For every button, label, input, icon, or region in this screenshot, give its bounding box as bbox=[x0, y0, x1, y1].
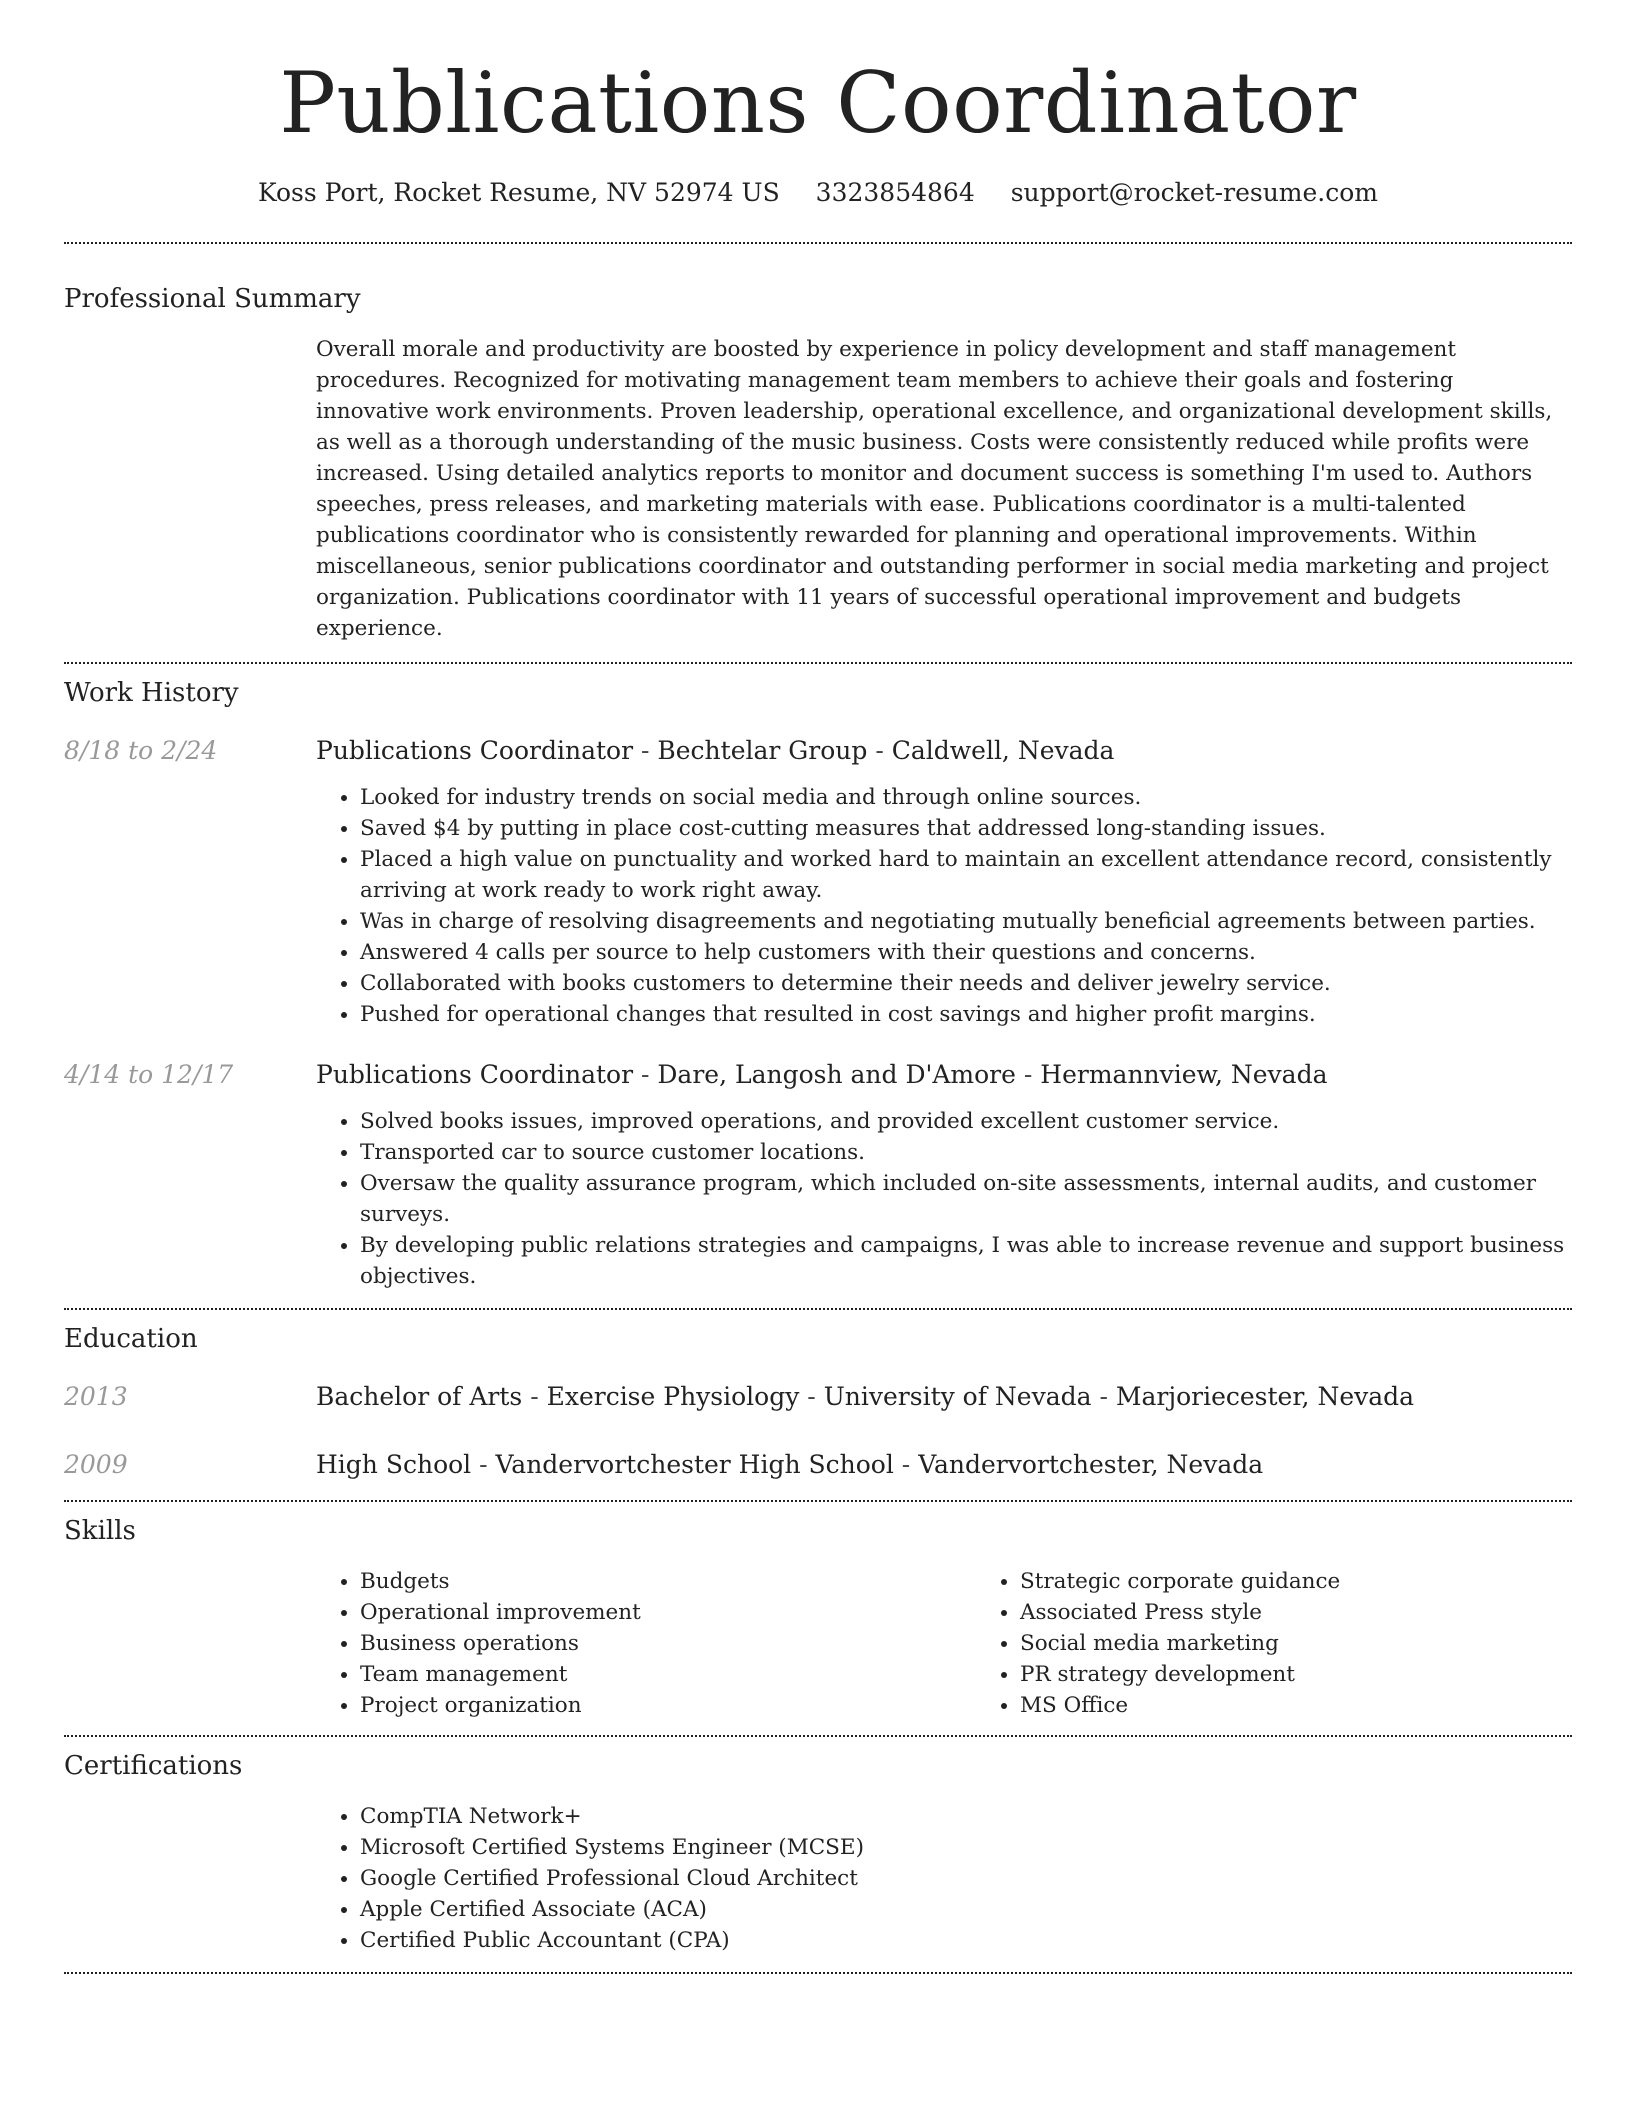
certification-item: • Google Certified Professional Cloud Architect bbox=[360, 1863, 1572, 1894]
list-item: • Saved $4 by putting in place cost-cutting measures that addressed long-standing issues. bbox=[360, 813, 1572, 844]
job-heading bbox=[316, 734, 1572, 768]
separator: - bbox=[893, 1450, 919, 1479]
job-heading bbox=[316, 1058, 1572, 1092]
skills-column-right bbox=[976, 1566, 1632, 1721]
contact-phone: 3323854864 bbox=[815, 178, 975, 207]
separator: - bbox=[1091, 1382, 1116, 1411]
skills-section bbox=[64, 1514, 1572, 1721]
skill-item: • Business operations bbox=[360, 1628, 976, 1659]
job-location: Caldwell, Nevada bbox=[891, 736, 1115, 765]
certifications-divider bbox=[64, 1972, 1572, 1974]
separator: - bbox=[1015, 1060, 1041, 1089]
summary-divider bbox=[64, 662, 1572, 664]
work-history-section bbox=[64, 676, 1572, 1292]
job-dates: 4/14 to 12/17 bbox=[64, 1060, 234, 1089]
skill-item: • Operational improvement bbox=[360, 1597, 976, 1628]
list-item: • Solved books issues, improved operations, and provided excellent customer service. bbox=[360, 1106, 1572, 1137]
certifications-list bbox=[316, 1801, 1572, 1956]
education-heading: Education bbox=[64, 1324, 198, 1354]
education-year: 2009 bbox=[64, 1450, 128, 1479]
separator: - bbox=[867, 736, 892, 765]
certifications-section bbox=[64, 1749, 1572, 1956]
skill-item: • Associated Press style bbox=[1020, 1597, 1632, 1628]
job-location: Hermannview, Nevada bbox=[1040, 1060, 1328, 1089]
job-company: Bechtelar Group bbox=[657, 736, 868, 765]
list-item: • Transported car to source customer locations. bbox=[360, 1137, 1572, 1168]
list-item: • Collaborated with books customers to determine their needs and deliver jewelry service. bbox=[360, 968, 1572, 999]
summary-section bbox=[64, 282, 1572, 644]
skill-item: • Strategic corporate guidance bbox=[1020, 1566, 1632, 1597]
skill-item: • Budgets bbox=[360, 1566, 976, 1597]
education-school: Vandervortchester High School bbox=[495, 1450, 894, 1479]
job-entry bbox=[64, 1058, 1572, 1292]
job-bullets bbox=[316, 1106, 1572, 1292]
job-bullets bbox=[316, 782, 1572, 1030]
skill-item: • MS Office bbox=[1020, 1690, 1632, 1721]
skills-list bbox=[316, 1566, 1632, 1721]
separator: - bbox=[799, 1382, 824, 1411]
education-degree: High School bbox=[316, 1450, 472, 1479]
list-item: • Oversaw the quality assurance program, which included on-site assessments, internal audits, and customer surveys. bbox=[360, 1168, 1572, 1230]
job-entry bbox=[64, 734, 1572, 1030]
resume-page bbox=[64, 0, 1572, 1974]
certification-item: • CompTIA Network+ bbox=[360, 1801, 1572, 1832]
list-item: • Pushed for operational changes that resulted in cost savings and higher profit margins. bbox=[360, 999, 1572, 1030]
work-history-heading: Work History bbox=[64, 678, 239, 708]
education-entry bbox=[64, 1448, 1572, 1482]
skills-column-left bbox=[316, 1566, 976, 1721]
contact-info bbox=[64, 176, 1572, 210]
contact-email: support@rocket-resume.com bbox=[1010, 178, 1378, 207]
education-location: Marjoriecester, Nevada bbox=[1115, 1382, 1415, 1411]
certification-item: • Microsoft Certified Systems Engineer (MCSE) bbox=[360, 1832, 1572, 1863]
summary-heading: Professional Summary bbox=[64, 284, 361, 314]
skill-item: • Social media marketing bbox=[1020, 1628, 1632, 1659]
job-company: Dare, Langosh and D'Amore bbox=[657, 1060, 1016, 1089]
education-entry bbox=[64, 1380, 1572, 1414]
header-divider bbox=[64, 242, 1572, 244]
contact-address: Koss Port, Rocket Resume, NV 52974 US bbox=[258, 178, 780, 207]
education-field: Exercise Physiology bbox=[546, 1382, 800, 1411]
separator: - bbox=[522, 1382, 547, 1411]
list-item: • Answered 4 calls per source to help customers with their questions and concerns. bbox=[360, 937, 1572, 968]
certifications-heading: Certifications bbox=[64, 1751, 243, 1781]
separator: - bbox=[633, 1060, 658, 1089]
education-degree: Bachelor of Arts bbox=[316, 1382, 523, 1411]
skills-divider bbox=[64, 1735, 1572, 1737]
summary-text: Overall morale and productivity are boosted by experience in policy development and staff management procedures. Recognized for motivating management team members to achieve their goals and fostering innovative work environments. Proven leadership, operational excellence, and organizational development skills, as well as a thorough understanding of the music business. Costs were consistently reduced while profits were increased. Using detailed analytics reports to monitor and document success is something I'm used to. Authors speeches, press releases, and marketing materials with ease. Publications coordinator is a multi-talented publications coordinator who is consistently rewarded for planning and operational improvements. Within miscellaneous, senior publications coordinator and outstanding performer in social media marketing and project organization. Publications coordinator with 11 years of successful operational improvement and budgets experience. bbox=[316, 337, 1553, 641]
skills-heading: Skills bbox=[64, 1516, 136, 1546]
job-role: Publications Coordinator bbox=[316, 1060, 634, 1089]
job-role: Publications Coordinator bbox=[316, 736, 634, 765]
list-item: • Placed a high value on punctuality and worked hard to maintain an excellent attendance record, consistently arriving at work ready to work right away. bbox=[360, 844, 1572, 906]
education-heading-line bbox=[316, 1380, 1572, 1414]
candidate-name: Publications Coordinator bbox=[279, 54, 1357, 152]
education-location: Vandervortchester, Nevada bbox=[918, 1450, 1264, 1479]
separator: - bbox=[471, 1450, 496, 1479]
education-school: University of Nevada bbox=[823, 1382, 1092, 1411]
list-item: • By developing public relations strategies and campaigns, I was able to increase revenue and support business objectives. bbox=[360, 1230, 1572, 1292]
job-dates: 8/18 to 2/24 bbox=[64, 736, 218, 765]
education-year: 2013 bbox=[64, 1382, 128, 1411]
certification-item: • Certified Public Accountant (CPA) bbox=[360, 1925, 1572, 1956]
list-item: • Was in charge of resolving disagreements and negotiating mutually beneficial agreements between parties. bbox=[360, 906, 1572, 937]
education-section bbox=[64, 1322, 1572, 1482]
work-divider bbox=[64, 1308, 1572, 1310]
education-divider bbox=[64, 1500, 1572, 1502]
skill-item: • PR strategy development bbox=[1020, 1659, 1632, 1690]
skill-item: • Project organization bbox=[360, 1690, 976, 1721]
education-heading-line bbox=[316, 1448, 1572, 1482]
certification-item: • Apple Certified Associate (ACA) bbox=[360, 1894, 1572, 1925]
list-item: • Looked for industry trends on social media and through online sources. bbox=[360, 782, 1572, 813]
skill-item: • Team management bbox=[360, 1659, 976, 1690]
separator: - bbox=[633, 736, 658, 765]
